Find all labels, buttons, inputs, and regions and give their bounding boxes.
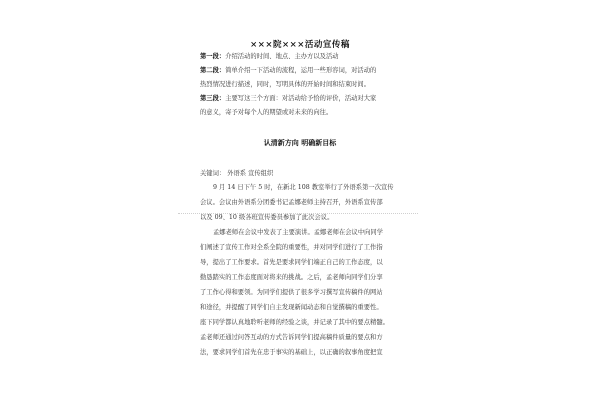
page-break-divider	[178, 213, 418, 214]
intro-paragraph-3	[200, 92, 400, 120]
body-line: 和途径，并提醒了同学们自主发现新闻动态和自觉撰稿的重要性。	[200, 304, 383, 311]
body-line: 们阐述了宣传工作对全系全院的重要性，并对同学们进行了工作指	[200, 244, 383, 251]
paragraph-text: 热烈情况进行描述，同时，写明具体的开始时间和结束时间。	[200, 81, 371, 88]
body-line: 孟娜老师在会议中发表了主要演讲。孟娜老师在会议中向同学	[213, 229, 384, 236]
paragraph-label: 第一段：	[200, 53, 226, 60]
body-line: 法，要求同学们首先在忠于事实的基础上，以正确的叙事角度把宣	[200, 349, 383, 356]
article-heading: 认清新方向 明确新目标	[263, 138, 337, 147]
body-line: 9 月 14 日下午 5 时，在新北 108 教室举行了外语系第一次宣传	[213, 184, 394, 191]
body-line: 勤恳踏实的工作态度面对将来的挑战。之后，孟老师向同学们分享	[200, 274, 383, 281]
document-title: ×××院×××活动宣传稿	[250, 40, 350, 50]
body-paragraph-2	[200, 225, 400, 360]
body-line: 以及 09、10 级各班宣传委员参加了此次会议。	[200, 214, 334, 221]
body-line: 会议。会议由外语系分团委书记孟娜老师主持召开，外语系宣传部	[200, 199, 383, 206]
paragraph-text: 介绍活动的时间、地点、主办方以及活动	[225, 53, 339, 60]
body-line: 了工作心得和要领。为同学们提供了很多学习撰写宣传稿件的网站	[200, 289, 383, 296]
paragraph-text: 主要写这三个方面：对活动给予恰的评价，活动对大家	[225, 95, 377, 102]
body-line: 座下同学都认真地聆听老师的经验之谈，并记录了其中的要点精髓。	[200, 319, 389, 326]
body-line: 孟老师还通过问答互动的方式告诉同学们提高稿件质量的要点和方	[200, 334, 383, 341]
paragraph-text: 简单介绍一下活动的流程，运用一些形容词，对活动的	[225, 67, 377, 74]
intro-paragraph-1	[200, 50, 400, 64]
keywords-line: 关键词： 外语系 宣传组织	[200, 170, 274, 177]
body-line: 导，提出了工作要求。首先是要求同学们端正自己的工作态度，以	[200, 259, 383, 266]
intro-paragraph-2	[200, 64, 400, 92]
paragraph-label: 第三段：	[200, 95, 226, 102]
paragraph-label: 第二段：	[200, 67, 226, 74]
body-paragraph-1	[200, 180, 400, 225]
paragraph-text: 的意义，寄予对每个人的期望或对未来的向往。	[200, 109, 333, 116]
